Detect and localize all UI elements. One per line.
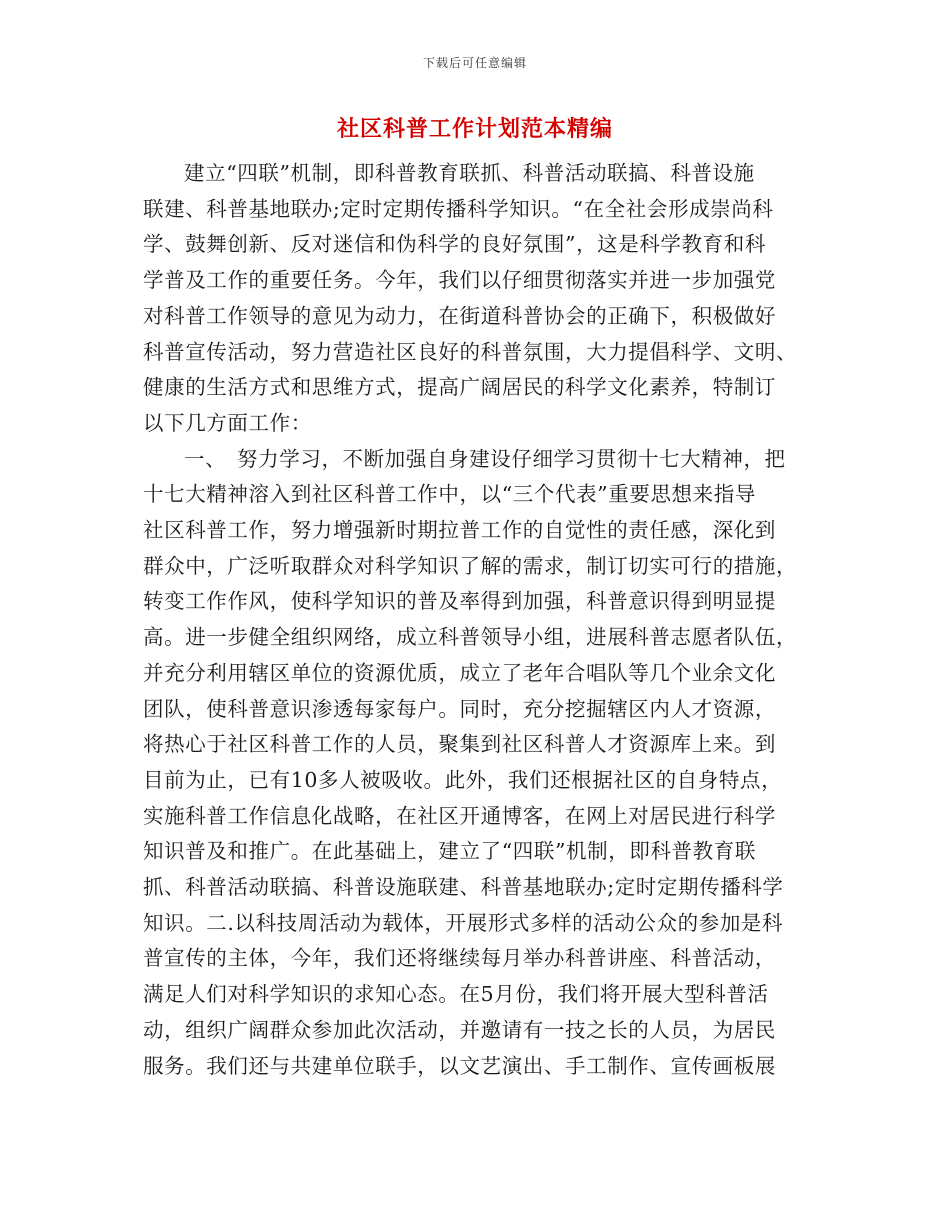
- text-line: 高。进一步健全组织网络，成立科普领导小组，进展科普志愿者队伍，: [143, 625, 798, 650]
- text-line: 实施科普工作信息化战略，在社区开通博客，在网上对居民进行科学: [143, 803, 776, 828]
- paragraph-section-one: [143, 442, 808, 1085]
- text-line: 科普宣传活动，努力营造社区良好的科普氛围，大力提倡科学、文明、: [143, 339, 798, 364]
- text-line: 学、鼓舞创新、反对迷信和伪科学的良好氛围”，这是科学教育和科: [143, 232, 766, 257]
- text-line: 联建、科普基地联办;定时定期传播科学知识。“在全社会形成崇尚科: [143, 196, 774, 221]
- text-line: 抓、科普活动联搞、科普设施联建、科普基地联办;定时定期传播科学: [143, 875, 784, 900]
- text-line: 群众中，广泛听取群众对科学知识了解的需求，制订切实可行的措施，: [143, 553, 798, 578]
- text-line: 知识。二.以科技周活动为载体，开展形式多样的活动公众的参加是科: [143, 910, 784, 935]
- text-line: 目前为止，已有10多人被吸收。此外，我们还根据社区的自身特点，: [143, 767, 783, 792]
- text-line: 以下几方面工作：: [143, 410, 312, 435]
- text-line: 动，组织广阔群众参加此次活动，并邀请有一技之长的人员，为居民: [143, 1017, 776, 1042]
- text-line: 满足人们对科学知识的求知心态。在5月份，我们将开展大型科普活: [143, 982, 769, 1007]
- document-title: 社区科普工作计划范本精编: [336, 116, 613, 142]
- text-line: 知识普及和推广。在此基础上，建立了“四联”机制，即科普教育联: [143, 839, 756, 864]
- text-line: 并充分利用辖区单位的资源优质，成立了老年合唱队等几个业余文化: [143, 660, 776, 685]
- text-line: 转变工作作风，使科学知识的普及率得到加强，科普意识得到明显提: [143, 589, 776, 614]
- text-line: 学普及工作的重要任务。今年，我们以仔细贯彻落实并进一步加强党: [143, 268, 776, 293]
- text-line: 对科普工作领导的意见为动力，在街道科普协会的正确下，积极做好: [143, 303, 776, 328]
- text-line: 建立“四联”机制，即科普教育联抓、科普活动联搞、科普设施: [184, 161, 755, 185]
- text-line: 服务。我们还与共建单位联手，以文艺演出、手工制作、宣传画板展: [143, 1053, 776, 1078]
- text-line: 将热心于社区科普工作的人员，聚集到社区科普人才资源库上来。到: [143, 732, 776, 757]
- header-note: 下载后可任意编辑: [422, 56, 527, 70]
- text-line: 十七大精神溶入到社区科普工作中，以“三个代表”重要思想来指导: [143, 482, 756, 507]
- document-body: [143, 156, 808, 1084]
- text-line: 团队，使科普意识渗透每家每户。同时，充分挖掘辖区内人才资源，: [143, 696, 776, 721]
- text-line: 普宣传的主体，今年，我们还将继续每月举办科普讲座、科普活动，: [143, 946, 776, 971]
- paragraph-intro: [143, 156, 808, 442]
- text-line: 健康的生活方式和思维方式，提高广阔居民的科学文化素养，特制订: [143, 375, 776, 400]
- text-line: 社区科普工作，努力增强新时期拉普工作的自觉性的责任感，深化到: [143, 518, 776, 543]
- text-line: 一、 努力学习，不断加强自身建设仔细学习贯彻十七大精神，把: [184, 446, 786, 471]
